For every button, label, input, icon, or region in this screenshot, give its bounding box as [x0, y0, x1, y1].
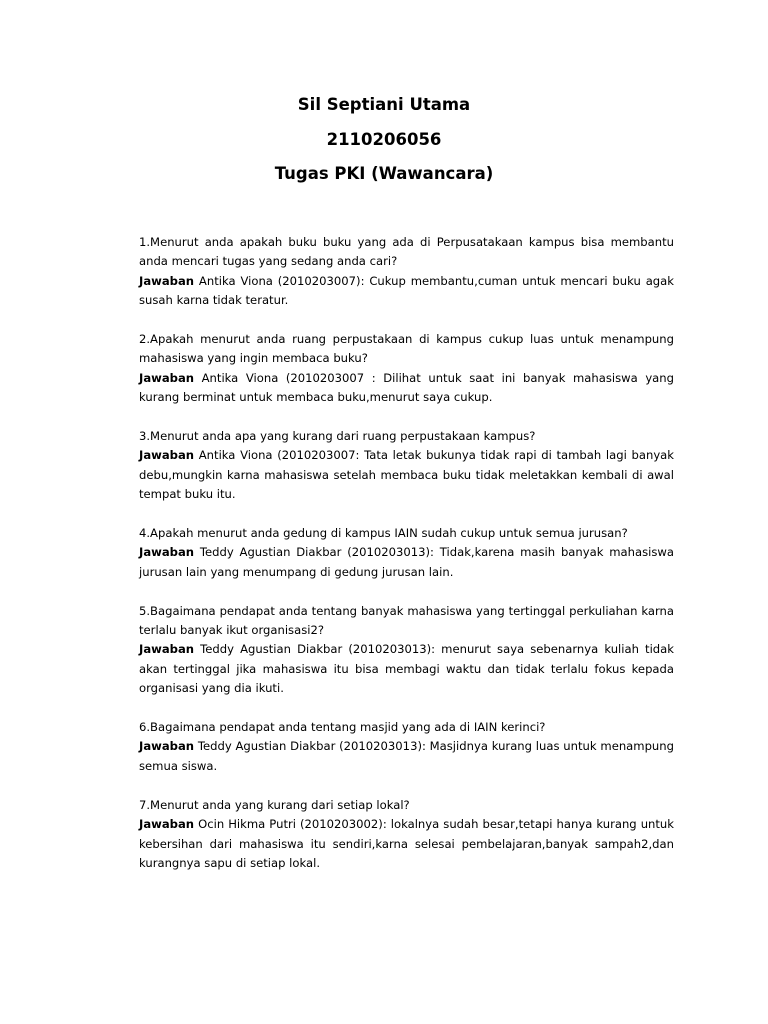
answer-text: Teddy Agustian Diakbar (2010203013): Masjidnya kurang luas untuk menampung semua siswa.: [139, 739, 674, 773]
answer-text: Antika Viona (2010203007): Cukup membantu,cuman untuk mencari buku agak susah karna tidak teratur.: [139, 273, 674, 308]
question-text: 4.Apakah menurut anda gedung di kampus IAIN sudah cukup untuk semua jurusan?: [139, 526, 628, 541]
question-text: 1.Menurut anda apakah buku buku yang ada di Perpusatakaan kampus bisa membantu anda mencari tugas yang sedang anda cari?: [139, 235, 674, 269]
answer-paragraph: [139, 737, 674, 776]
question-text: 5.Bagaimana pendapat anda tentang banyak mahasiswa yang tertinggal perkuliahan karna terlalu banyak ikut organisasi2?: [139, 603, 674, 638]
answer-label: Jawaban: [139, 545, 195, 560]
qa-item: [139, 602, 674, 699]
qa-item: [139, 524, 674, 582]
answer-text: Antika Viona (2010203007: Tata letak bukunya tidak rapi di tambah lagi banyak debu,mungkin karna mahasiswa setelah membaca buku tidak meletakkan kembali di awal tempat buku itu.: [139, 448, 674, 502]
answer-label: Jawaban: [139, 273, 195, 288]
question-text: 2.Apakah menurut anda ruang perpustakaan di kampus cukup luas untuk menampung mahasiswa yang ingin membaca buku?: [139, 332, 674, 366]
answer-label: Jawaban: [139, 370, 195, 385]
answer-text: Ocin Hikma Putri (2010203002): lokalnya sudah besar,tetapi hanya kurang untuk kebersihan dari mahasiswa itu sendiri,karna selesai pembelajaran,banyak sampah2,dan kurangnya sapu di setiap lokal.: [139, 817, 674, 870]
qa-item: [139, 427, 674, 505]
answer-paragraph: [139, 446, 674, 504]
author-name: Sil Septiani Utama: [297, 95, 471, 114]
qa-item: [139, 233, 674, 311]
answer-paragraph: [139, 815, 674, 873]
question-text: 7.Menurut anda yang kurang dari setiap lokal?: [139, 797, 410, 812]
answer-label: Jawaban: [139, 448, 195, 463]
answer-text: Antika Viona (2010203007 : Dilihat untuk saat ini banyak mahasiswa yang kurang berminat untuk membaca buku,menurut saya cukup.: [139, 370, 674, 405]
answer-text: Teddy Agustian Diakbar (2010203013): Tidak,karena masih banyak mahasiswa jurusan lain yang menumpang di gedung jurusan lain.: [139, 545, 674, 579]
document-title: Tugas PKI (Wawancara): [274, 164, 494, 183]
answer-paragraph: [139, 543, 674, 582]
answer-paragraph: [139, 272, 674, 311]
qa-item: [139, 330, 674, 408]
answer-label: Jawaban: [139, 817, 195, 832]
qa-item: [139, 718, 674, 776]
answer-text: Teddy Agustian Diakbar (2010203013): menurut saya sebenarnya kuliah tidak akan tertinggal jika mahasiswa itu bisa membagi waktu dan tidak terlalu fokus kepada organisasi yang dia ikuti.: [139, 642, 674, 696]
answer-paragraph: [139, 369, 674, 408]
answer-label: Jawaban: [139, 739, 195, 754]
question-text: 3.Menurut anda apa yang kurang dari ruang perpustakaan kampus?: [139, 429, 536, 444]
interview-content: [139, 233, 674, 893]
document-header: [0, 88, 768, 192]
answer-label: Jawaban: [139, 642, 195, 657]
student-id: 2110206056: [326, 129, 442, 149]
answer-paragraph: [139, 640, 674, 698]
qa-item: [139, 796, 674, 874]
question-text: 6.Bagaimana pendapat anda tentang masjid yang ada di IAIN kerinci?: [139, 720, 546, 735]
